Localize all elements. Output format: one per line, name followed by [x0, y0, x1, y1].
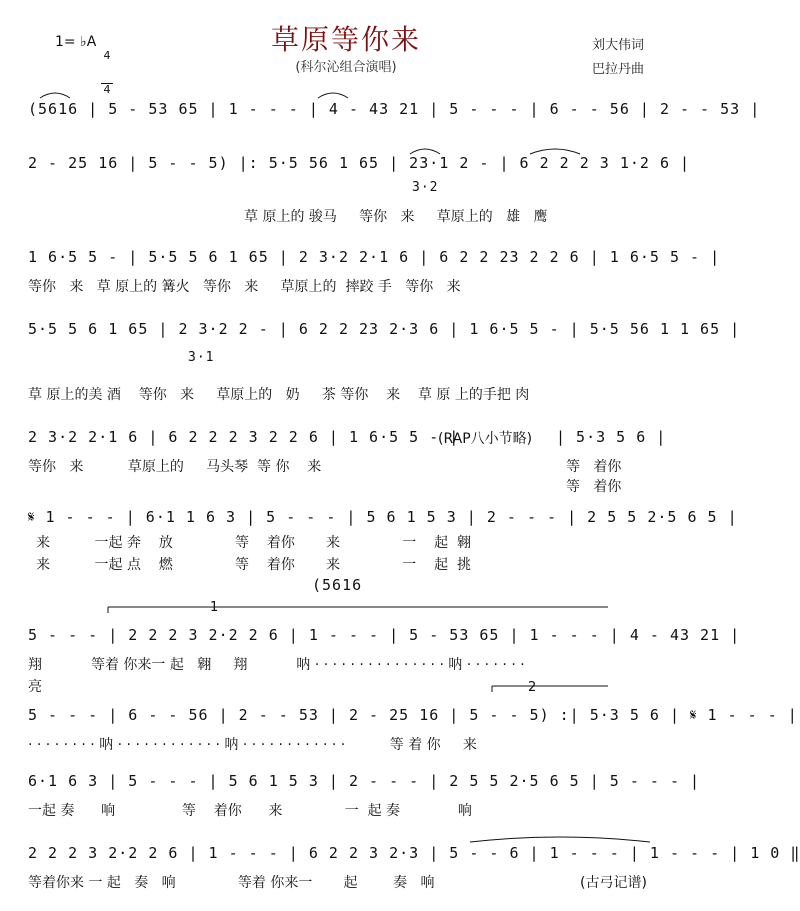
score-row-8: 5 - - - | 6 - - 56 | 2 - - 53 | 2 - 25 16 | 5 - - 5) :| 5·3 5 6 | 𝄋 1 - - - | — [28, 706, 798, 724]
transcriber-credit: (古弓记谱) — [580, 875, 647, 891]
lyrics-row-5-tail-1: 等 着你 — [566, 459, 622, 475]
score-row-2: 2 - 25 16 | 5 - - 5) |: 5·5 56 1 65 | 23·1 2 - | 6 2 2 2 3 1·2 6 | — [28, 154, 691, 172]
lyrics-row-6-verse-2: 来 一起 点 燃 等 着你 来 一 起 挑 — [36, 557, 472, 573]
lyrics-row-8: · · · · · · · · 呐 · · · · · · · · · · · · 呐 · · · · · · · · · · · · 等 着 你 来 — [28, 737, 477, 753]
score-row-4: 5·5 5 6 1 65 | 2 3·2 2 - | 6 2 2 23 2·3 6 | 1 6·5 5 - | 5·5 56 1 1 65 | — [28, 320, 741, 338]
lead-in-notes: (5616 — [312, 576, 363, 594]
score-row-6: 𝄋 1 - - - | 6·1 1 6 3 | 5 - - - | 5 6 1 5 3 | 2 - - - | 2 5 5 2·5 6 5 | — [28, 508, 738, 526]
alt-notes-row-4: 3·1 — [188, 350, 215, 365]
lyrics-row-9: 一起 奏 响 等 着你 来 一 起 奏 响 — [28, 803, 472, 819]
time-signature-top: 4 — [103, 49, 111, 62]
song-title: 草原等你来 — [270, 23, 421, 56]
score-row-7: 5 - - - | 2 2 2 3 2·2 2 6 | 1 - - - | 5 - 53 65 | 1 - - - | 4 - 43 21 | — [28, 626, 741, 644]
lyrics-row-3: 等你 来 草 原上的 篝火 等你 来 草原上的 摔跤 手 等你 来 — [28, 279, 461, 295]
volta-2-label: 2 — [528, 680, 537, 695]
lyrics-row-6-verse-1: 来 一起 奔 放 等 着你 来 一 起 翱 — [36, 535, 472, 551]
score-row-10: 2 2 2 3 2·2 2 6 | 1 - - - | 6 2 2 3 2·3 | 5 - - 6 | 1 - - - | 1 - - - | 1 0 ‖ — [28, 844, 800, 862]
lyrics-row-10: 等着你来 一 起 奏 响 等着 你来一 起 奏 响 — [28, 875, 435, 891]
score-row-3: 1 6·5 5 - | 5·5 5 6 1 65 | 2 3·2 2·1 6 | 6 2 2 23 2 2 6 | 1 6·5 5 - | — [28, 248, 721, 266]
lyrics-row-2: 草 原上的 骏马 等你 来 草原上的 雄 鹰 — [244, 209, 548, 225]
score-row-5-tail: | 5·3 5 6 | — [556, 428, 667, 446]
time-signature-bottom: 4 — [101, 83, 113, 95]
lyricist-credit: 刘大伟词 — [592, 38, 645, 53]
score-row-9: 6·1 6 3 | 5 - - - | 5 6 1 5 3 | 2 - - - | 2 5 5 2·5 6 5 | 5 - - - | — [28, 772, 701, 790]
key-signature: 1= ♭A — [55, 34, 97, 50]
lyrics-row-7-verse-2: 亮 — [28, 679, 42, 695]
alt-notes-row-2: 3·2 — [412, 180, 439, 195]
song-subtitle: (科尔沁组合演唱) — [295, 60, 397, 75]
lyrics-row-5: 等你 来 草原上的 马头琴 等 你 来 — [28, 459, 322, 475]
volta-1-label: 1 — [210, 600, 219, 615]
lyrics-row-5-tail-2: 等 着你 — [566, 479, 622, 495]
score-row-1: (5616 | 5 - 53 65 | 1 - - - | 4 - 43 21 | 5 - - - | 6 - - 56 | 2 - - 53 | — [28, 100, 761, 118]
score-row-5: 2 3·2 2·1 6 | 6 2 2 2 3 2 2 6 | 1 6·5 5 - | — [28, 428, 460, 446]
lyrics-row-7: 翔 等着 你来一 起 翱 翔 呐 · · · · · · · · · · · · · · · 呐 · · · · · · · — [28, 657, 525, 673]
lyrics-row-4: 草 原上的美 酒 等你 来 草原上的 奶 茶 等你 来 草 原 上的手把 肉 — [28, 387, 530, 403]
composer-credit: 巴拉丹曲 — [592, 62, 645, 77]
rap-note: (RAP八小节略) — [438, 431, 533, 447]
